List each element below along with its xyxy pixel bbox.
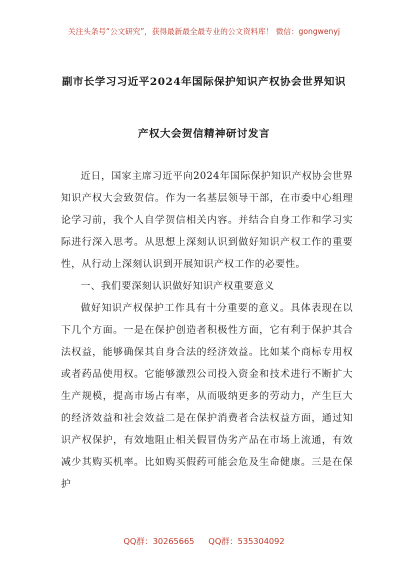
footer-qq-groups [0,536,408,547]
footer-qq-group-2: QQ群：535304092 [208,536,285,546]
document-body [61,166,353,496]
header-promo: 关注头条号“公文研究”，获得最新最全最专业的公文资料库！ 微信：gongwenyj [68,27,340,36]
section-heading: 一、我们要深刻认识做好知识产权重要意义 [80,281,275,292]
document-title-line-1: 副市长学习习近平2024年国际保护知识产权协会世界知识 [61,76,347,88]
body-paragraph: 近日，国家主席习近平向2024年国际保护知识产权协会世界知识产权大会致贺信。作为一名基层领导干部，在市委中心组理论学习前，我个人自学贺信相关内容。并结合自身工作和学习实际进行深入思考。从思想上深刻认识到做好知识产权工作的重要性，从行动上深刻认识到开展知识产权工作的必要性。 [61,171,353,270]
body-paragraph: 做好知识产权保护工作具有十分重要的意义。具体表现在以下几个方面。一是在保护创造者积极性方面，它有利于保护其合法权益，能够确保其自身合法的经济效益。比如某个商标专用权或者药品使用权。它能够激烈公司投入资金和技术进行不断扩大生产规模，提高市场占有率，从而吸纳更多的劳动力，产生巨大的经济效益和社会效益二是在保护消费者合法权益方面，通过知识产权保护，有效地阻止相关假冒伪劣产品在市场上流通，有效减少其购买机率。比如购买假药可能会危及生命健康。三是在保护 [61,303,353,490]
document-title-line-2: 产权大会贺信精神研讨发言 [138,128,270,140]
footer-qq-group-1: QQ群：30265665 [123,536,195,546]
